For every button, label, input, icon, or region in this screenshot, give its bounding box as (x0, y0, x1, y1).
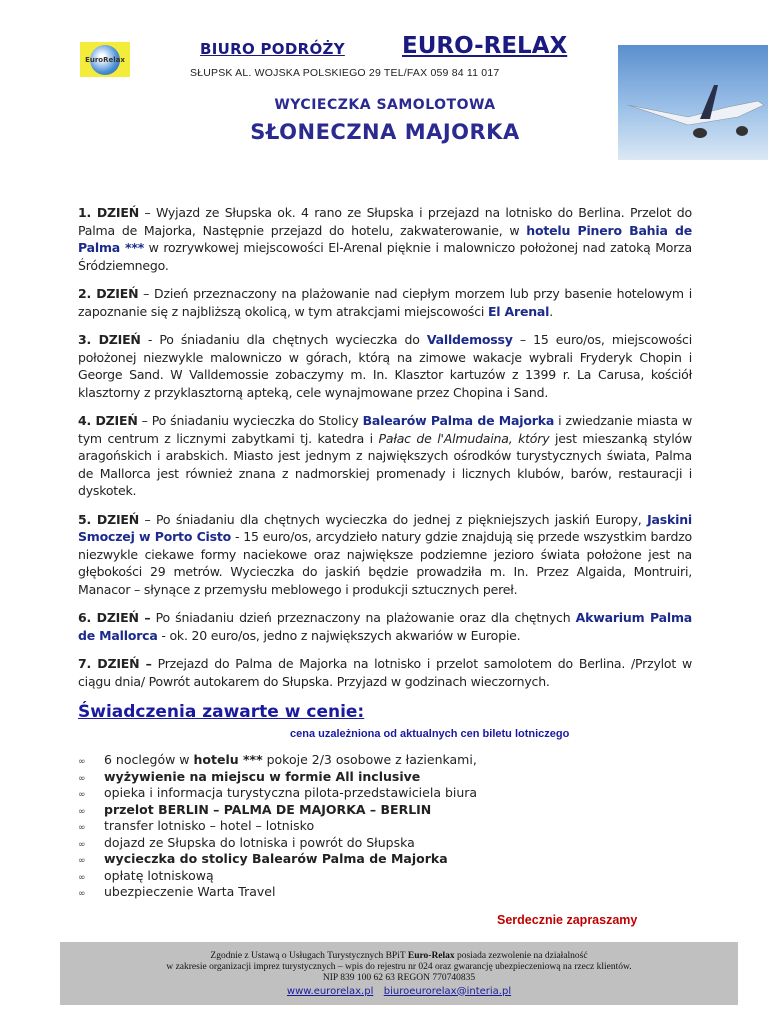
text-segment: wyżywienie na miejscu w formie All inclusive (104, 768, 421, 784)
day-label: 7. DZIEŃ – (78, 656, 152, 671)
text-segment: ubezpieczenie Warta Travel (104, 884, 276, 899)
website-link[interactable]: www.eurorelax.pl (286, 985, 374, 997)
text-segment: transfer lotnisko – hotel – lotnisko (104, 818, 315, 833)
text-segment: - 15 euro/os, arcydzieło natury gdzie znajdują się przede wszystkim bardzo niezwykle ciekawe formy naciekowe oraz największe podziemne jezioro świata położone jest na głębokości 29 metrów. Wycieczka do jaskiń będzie prowadziła m. In. Przez Algaida, Montruiri, Manacor – słynące z przemysłu meblowego i produkcji sztucznych pereł. (78, 529, 692, 597)
text-segment: – Po śniadaniu wycieczka do Stolicy (137, 413, 363, 428)
footer-text: w zakresie organizacji imprez turystycznych – wpis do rejestru nr 024 oraz gwarancję ubezpieczeniową na rzecz klientów. (166, 961, 632, 972)
text-segment: Przejazd do Palma de Majorka na lotnisko i przelot samolotem do Berlina. /Przylot w ciągu dnia/ Powrót autokarem do Słupska. Przyjazd w godzinach wieczornych. (78, 656, 692, 689)
infinity-bullet-icon: ∞ (78, 790, 86, 800)
itinerary (78, 204, 692, 690)
highlighted-place: Jaskini Smoczej w Porto Cisto (78, 511, 692, 544)
price-note: cena uzależniona od aktualnych cen biletu lotniczego (290, 728, 570, 740)
list-item (78, 803, 692, 820)
brand-name: EURO-RELAX (402, 33, 568, 59)
day-2-paragraph (78, 285, 692, 320)
infinity-bullet-icon: ∞ (78, 839, 86, 850)
infinity-bullet-icon: ∞ (78, 823, 86, 833)
day-label: 3. DZIEŃ (78, 332, 141, 347)
airplane-icon (618, 45, 768, 160)
highlighted-place: hotelu Pinero Bahia de Palma *** (78, 222, 692, 255)
day-1-paragraph (78, 204, 692, 274)
list-item (78, 786, 692, 803)
brand-prefix: BIURO PODRÓŻY (200, 40, 345, 58)
text-segment: - Po śniadaniu dla chętnych wycieczka do (140, 332, 427, 347)
invitation: Serdecznie zapraszamy (497, 912, 638, 927)
highlighted-place: Valldemossy (426, 332, 513, 347)
list-item (78, 836, 692, 853)
footer-text: posiada zezwolenie na działalność (454, 950, 588, 961)
text-segment: - ok. 20 euro/os, jedno z największych akwariów w Europie. (157, 627, 521, 643)
day-3-paragraph (78, 331, 692, 401)
text-segment: i zwiedzanie miasta w tym centrum z licznymi zabytkami tj. katedra i (78, 413, 692, 446)
infinity-bullet-icon: ∞ (78, 757, 86, 767)
footer-text: Zgodnie z Ustawą o Usługach Turystycznych BPiT (210, 950, 408, 961)
infinity-bullet-icon: ∞ (78, 806, 86, 817)
day-7-paragraph (78, 655, 692, 690)
footer (60, 942, 738, 1005)
globe-icon (85, 45, 125, 75)
text-segment: – Dzień przeznaczony na plażowanie nad ciepłym morzem lub przy basenie hotelowym i zapoznanie się z najbliższą okolicą, w tym atrakcjami miejscowości (78, 286, 693, 319)
text-segment: jest mieszanką stylów aragońskich i arabskich. Miasto jest jednym z największych ośrodków turystycznych świata, Palma de Mallorca jest również znana z nadmorskiej promenady i licznych klubów, barów, restauracji i dyskotek. (78, 430, 692, 498)
day-label: 4. DZIEŃ (78, 413, 138, 428)
day-5-paragraph (78, 511, 692, 599)
airplane-image (618, 45, 768, 160)
text-segment: pokoje 2/3 osobowe z łazienkami, (262, 752, 477, 767)
day-label: 2. DZIEŃ (78, 286, 139, 301)
text-segment: wycieczka do stolicy Balearów Palma de Majorka (104, 851, 448, 866)
infinity-bullet-icon: ∞ (78, 889, 86, 899)
day-4-paragraph (78, 412, 692, 500)
highlighted-place: Akwarium Palma de Mallorca (78, 610, 693, 643)
highlighted-place: Balearów Palma de Majorka (362, 413, 555, 428)
included-heading: Świadczenia zawarte w cenie: (78, 702, 365, 722)
list-item (78, 869, 692, 886)
day-6-paragraph (78, 609, 692, 644)
text-segment: dojazd ze Słupska do lotniska i powrót do Słupska (104, 834, 415, 850)
text-segment: – Po śniadaniu dla chętnych wycieczka do jednej z piękniejszych jaskiń Europy, (139, 511, 648, 527)
day-label: 5. DZIEŃ (78, 511, 139, 527)
text-segment: – 15 euro/os, miejscowości położonej niezwykle malowniczo w górach, którą na zimowe wakacje wybrali Fryderyk Chopin i George Sand. W Valldemossie zobaczymy m. In. Klasztor kartuzów z 1399 r. La Carusa, kościół klasztorny z przyklasztorną apteką, cele wynajmowane przez Chopina i Sand. (78, 332, 692, 400)
list-item (78, 819, 692, 836)
footer-ids: NIP 839 100 62 63 REGON 770740835 (322, 972, 476, 983)
text-segment: w rozrywkowej miejscowości El-Arenal pięknie i malowniczo położonej nad zatoką Morza Śródziemnego. (78, 240, 692, 273)
text-segment: opłatę lotniskową (104, 867, 214, 883)
text-segment: hotelu *** (193, 752, 263, 767)
company-logo (80, 42, 130, 77)
infinity-bullet-icon: ∞ (78, 872, 86, 883)
trip-subtitle: WYCIECZKA SAMOLOTOWA (274, 97, 496, 113)
list-item (78, 753, 692, 770)
list-item (78, 852, 692, 869)
company-address: SŁUPSK AL. WOJSKA POLSKIEGO 29 TEL/FAX 059 84 11 017 (190, 67, 500, 79)
text-segment: Pałac de l'Almudaina, który (378, 430, 550, 446)
email-link[interactable]: biuroeurorelax@interia.pl (383, 985, 512, 997)
text-segment: . (549, 303, 554, 319)
text-segment: 6 noclegów w (104, 752, 194, 767)
list-item (78, 770, 692, 787)
trip-title: SŁONECZNA MAJORKA (250, 120, 520, 144)
text-segment: Po śniadaniu dzień przeznaczony na plażowanie oraz dla chętnych (150, 610, 576, 625)
list-item (78, 885, 692, 902)
text-segment: – Wyjazd ze Słupska ok. 4 rano ze Słupska i przejazd na lotnisko do Berlina. Przelot do Palma de Majorka, Następnie przejazd do hotelu, zakwaterowanie, w (78, 205, 692, 238)
infinity-bullet-icon: ∞ (78, 773, 86, 784)
text-segment: przelot BERLIN – PALMA DE MAJORKA – BERLIN (104, 801, 432, 817)
logo-text: EuroRelax (85, 55, 125, 64)
day-label: 1. DZIEŃ (78, 205, 139, 220)
included-list (78, 753, 692, 902)
day-label: 6. DZIEŃ – (78, 610, 151, 625)
text-segment: opieka i informacja turystyczna pilota-przedstawiciela biura (104, 785, 478, 800)
footer-company: Euro-Relax (407, 950, 455, 961)
infinity-bullet-icon: ∞ (78, 856, 86, 866)
highlighted-place: El Arenal (487, 303, 550, 319)
